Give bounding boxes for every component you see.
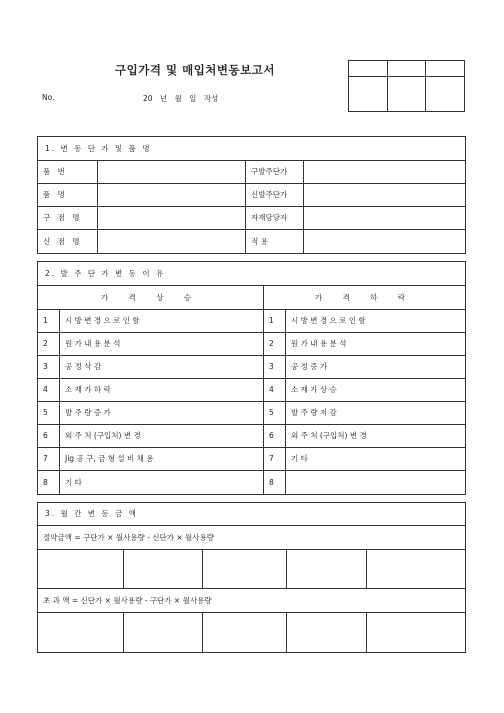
increase-reason[interactable]: 기 타	[60, 471, 264, 495]
new-order-price-field[interactable]	[304, 184, 466, 207]
decrease-reason[interactable]: 외 주 처 (구입처) 변 경	[286, 425, 466, 448]
approval-header-cell-1	[349, 61, 388, 77]
document-number-label: No.	[42, 93, 55, 102]
material-manager-field[interactable]	[304, 207, 466, 230]
old-store-field[interactable]	[98, 207, 246, 230]
decrease-reason[interactable]: 소 재 가 상 승	[286, 379, 466, 402]
excess-amount-cell[interactable]	[124, 613, 203, 653]
approval-box	[348, 60, 465, 112]
increase-reason[interactable]: 외 주 처 (구입처) 변 경	[60, 425, 264, 448]
increase-reason[interactable]: 공 정 삭 감	[60, 356, 264, 379]
reason-number: 5	[38, 402, 60, 425]
decrease-reason[interactable]: 원 가 내 용 분 석	[286, 333, 466, 356]
reason-number: 2	[264, 333, 286, 356]
reason-number: 6	[38, 425, 60, 448]
reason-number: 4	[264, 379, 286, 402]
reason-number: 2	[38, 333, 60, 356]
section-price-item	[37, 136, 466, 254]
reason-number: 7	[38, 448, 60, 471]
material-manager-label: 자재담당자	[246, 207, 304, 230]
reason-number: 7	[264, 448, 286, 471]
reason-number: 3	[264, 356, 286, 379]
increase-reason[interactable]: 소 재 가 하 락	[60, 379, 264, 402]
excess-formula: 초 과 액 = 신단가 × 월사용량 - 구단가 × 월사용량	[38, 589, 466, 613]
section3-heading: 3. 월 간 변 동 금 액	[38, 503, 466, 526]
page-title: 구입가격 및 매입처변동보고서	[115, 63, 275, 77]
new-store-field[interactable]	[98, 230, 246, 254]
savings-amount-cell[interactable]	[203, 550, 287, 589]
reason-number: 4	[38, 379, 60, 402]
approval-header-cell-3	[426, 61, 465, 77]
savings-amount-cell[interactable]	[287, 550, 367, 589]
decrease-reason[interactable]: 발 주 량 저 감	[286, 402, 466, 425]
reason-number: 1	[264, 310, 286, 333]
date-written: 20 년 월 일 작성	[143, 94, 219, 103]
section-monthly-change-amount	[37, 502, 466, 653]
item-name-label: 품 명	[38, 184, 98, 207]
approval-sign-cell-1[interactable]	[349, 77, 388, 112]
new-store-label: 신 점 명	[38, 230, 98, 254]
old-store-label: 구 점 명	[38, 207, 98, 230]
section2-heading: 2. 발 주 단 가 변 동 이 유	[38, 262, 466, 286]
savings-amount-cell[interactable]	[124, 550, 203, 589]
excess-amount-cell[interactable]	[287, 613, 367, 653]
price-decrease-header: 가 격 하 락	[264, 286, 466, 310]
decrease-reason[interactable]	[286, 471, 466, 495]
old-order-price-field[interactable]	[304, 161, 466, 184]
savings-amount-cell[interactable]	[38, 550, 124, 589]
savings-formula: 절약금액 = 구단가 × 월사용량 - 신단가 × 월사용량	[38, 526, 466, 550]
section-price-change-reason	[37, 261, 466, 495]
decrease-reason[interactable]: 기 타	[286, 448, 466, 471]
excess-amount-cell[interactable]	[38, 613, 124, 653]
approval-sign-cell-3[interactable]	[426, 77, 465, 112]
increase-reason[interactable]: 발 주 량 증 가	[60, 402, 264, 425]
item-name-field[interactable]	[98, 184, 246, 207]
approval-sign-cell-2[interactable]	[387, 77, 426, 112]
apply-label: 적 용	[246, 230, 304, 254]
reason-number: 3	[38, 356, 60, 379]
section1-heading: 1. 변 동 단 가 및 품 명	[38, 137, 466, 161]
reason-number: 6	[264, 425, 286, 448]
savings-amount-cell[interactable]	[367, 550, 466, 589]
reason-number: 1	[38, 310, 60, 333]
reason-number: 8	[264, 471, 286, 495]
apply-field[interactable]	[304, 230, 466, 254]
increase-reason[interactable]: Jig 공 구, 금 형 설 비 채 용	[60, 448, 264, 471]
item-number-label: 품 번	[38, 161, 98, 184]
excess-amount-cell[interactable]	[203, 613, 287, 653]
increase-reason[interactable]: 원 가 내 용 분 석	[60, 333, 264, 356]
price-increase-header: 가 격 상 승	[38, 286, 264, 310]
approval-header-cell-2	[387, 61, 426, 77]
old-order-price-label: 구발주단가	[246, 161, 304, 184]
decrease-reason[interactable]: 공 정 증 가	[286, 356, 466, 379]
new-order-price-label: 신발주단가	[246, 184, 304, 207]
increase-reason[interactable]: 시 방 변 경 으 로 인 함	[60, 310, 264, 333]
item-number-field[interactable]	[98, 161, 246, 184]
reason-number: 5	[264, 402, 286, 425]
reason-number: 8	[38, 471, 60, 495]
decrease-reason[interactable]: 시 방 변 경 으 로 인 함	[286, 310, 466, 333]
excess-amount-cell[interactable]	[367, 613, 466, 653]
